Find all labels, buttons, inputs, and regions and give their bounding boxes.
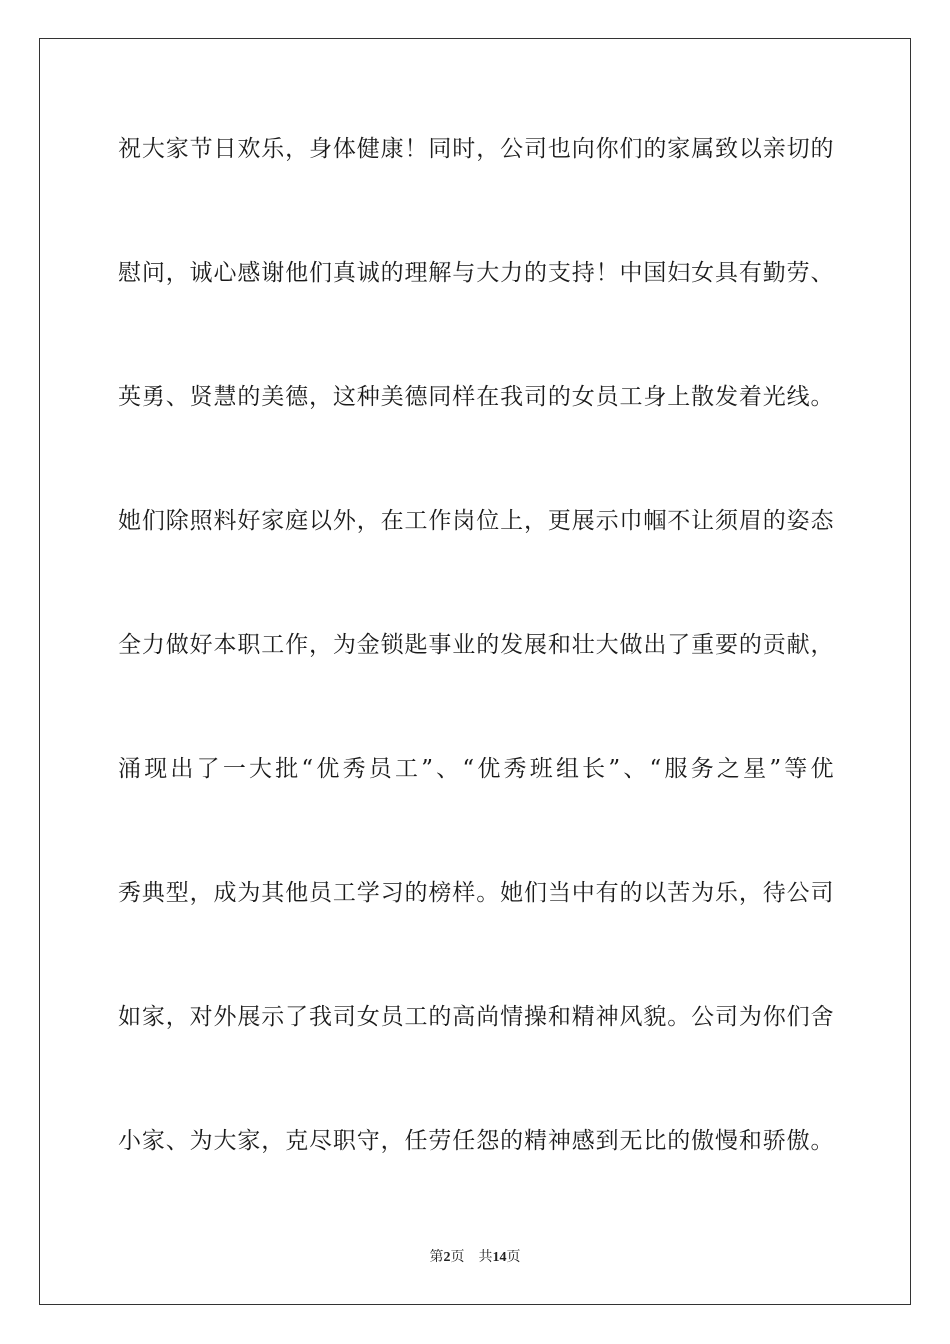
page-current: 2 bbox=[443, 1250, 451, 1265]
text-line-4: 她们除照料好家庭以外，在工作岗位上，更展示巾帼不让须眉的姿态 bbox=[118, 508, 834, 534]
page-prefix: 第 bbox=[429, 1250, 444, 1265]
text-line-6: 涌现出了一大批“优秀员工”、“优秀班组长”、“服务之星”等优 bbox=[118, 756, 834, 782]
document-body bbox=[118, 128, 834, 1244]
total-prefix: 共 bbox=[478, 1250, 493, 1265]
page-unit: 页 bbox=[450, 1250, 465, 1265]
total-unit: 页 bbox=[506, 1250, 521, 1265]
text-line-8: 如家，对外展示了我司女员工的高尚情操和精神风貌。公司为你们舍 bbox=[118, 1004, 834, 1030]
text-line-3: 英勇、贤慧的美德，这种美德同样在我司的女员工身上散发着光线。 bbox=[118, 384, 834, 410]
text-line-5: 全力做好本职工作，为金锁匙事业的发展和壮大做出了重要的贡献， bbox=[118, 632, 834, 658]
page-footer bbox=[0, 1246, 950, 1266]
text-line-1: 祝大家节日欢乐，身体健康！同时，公司也向你们的家属致以亲切的 bbox=[118, 136, 834, 162]
text-line-7: 秀典型，成为其他员工学习的榜样。她们当中有的以苦为乐，待公司 bbox=[118, 880, 834, 906]
page-total: 14 bbox=[492, 1250, 507, 1265]
text-line-9: 小家、为大家，克尽职守，任劳任怨的精神感到无比的傲慢和骄傲。 bbox=[118, 1128, 834, 1154]
text-line-2: 慰问，诚心感谢他们真诚的理解与大力的支持！中国妇女具有勤劳、 bbox=[118, 260, 834, 286]
